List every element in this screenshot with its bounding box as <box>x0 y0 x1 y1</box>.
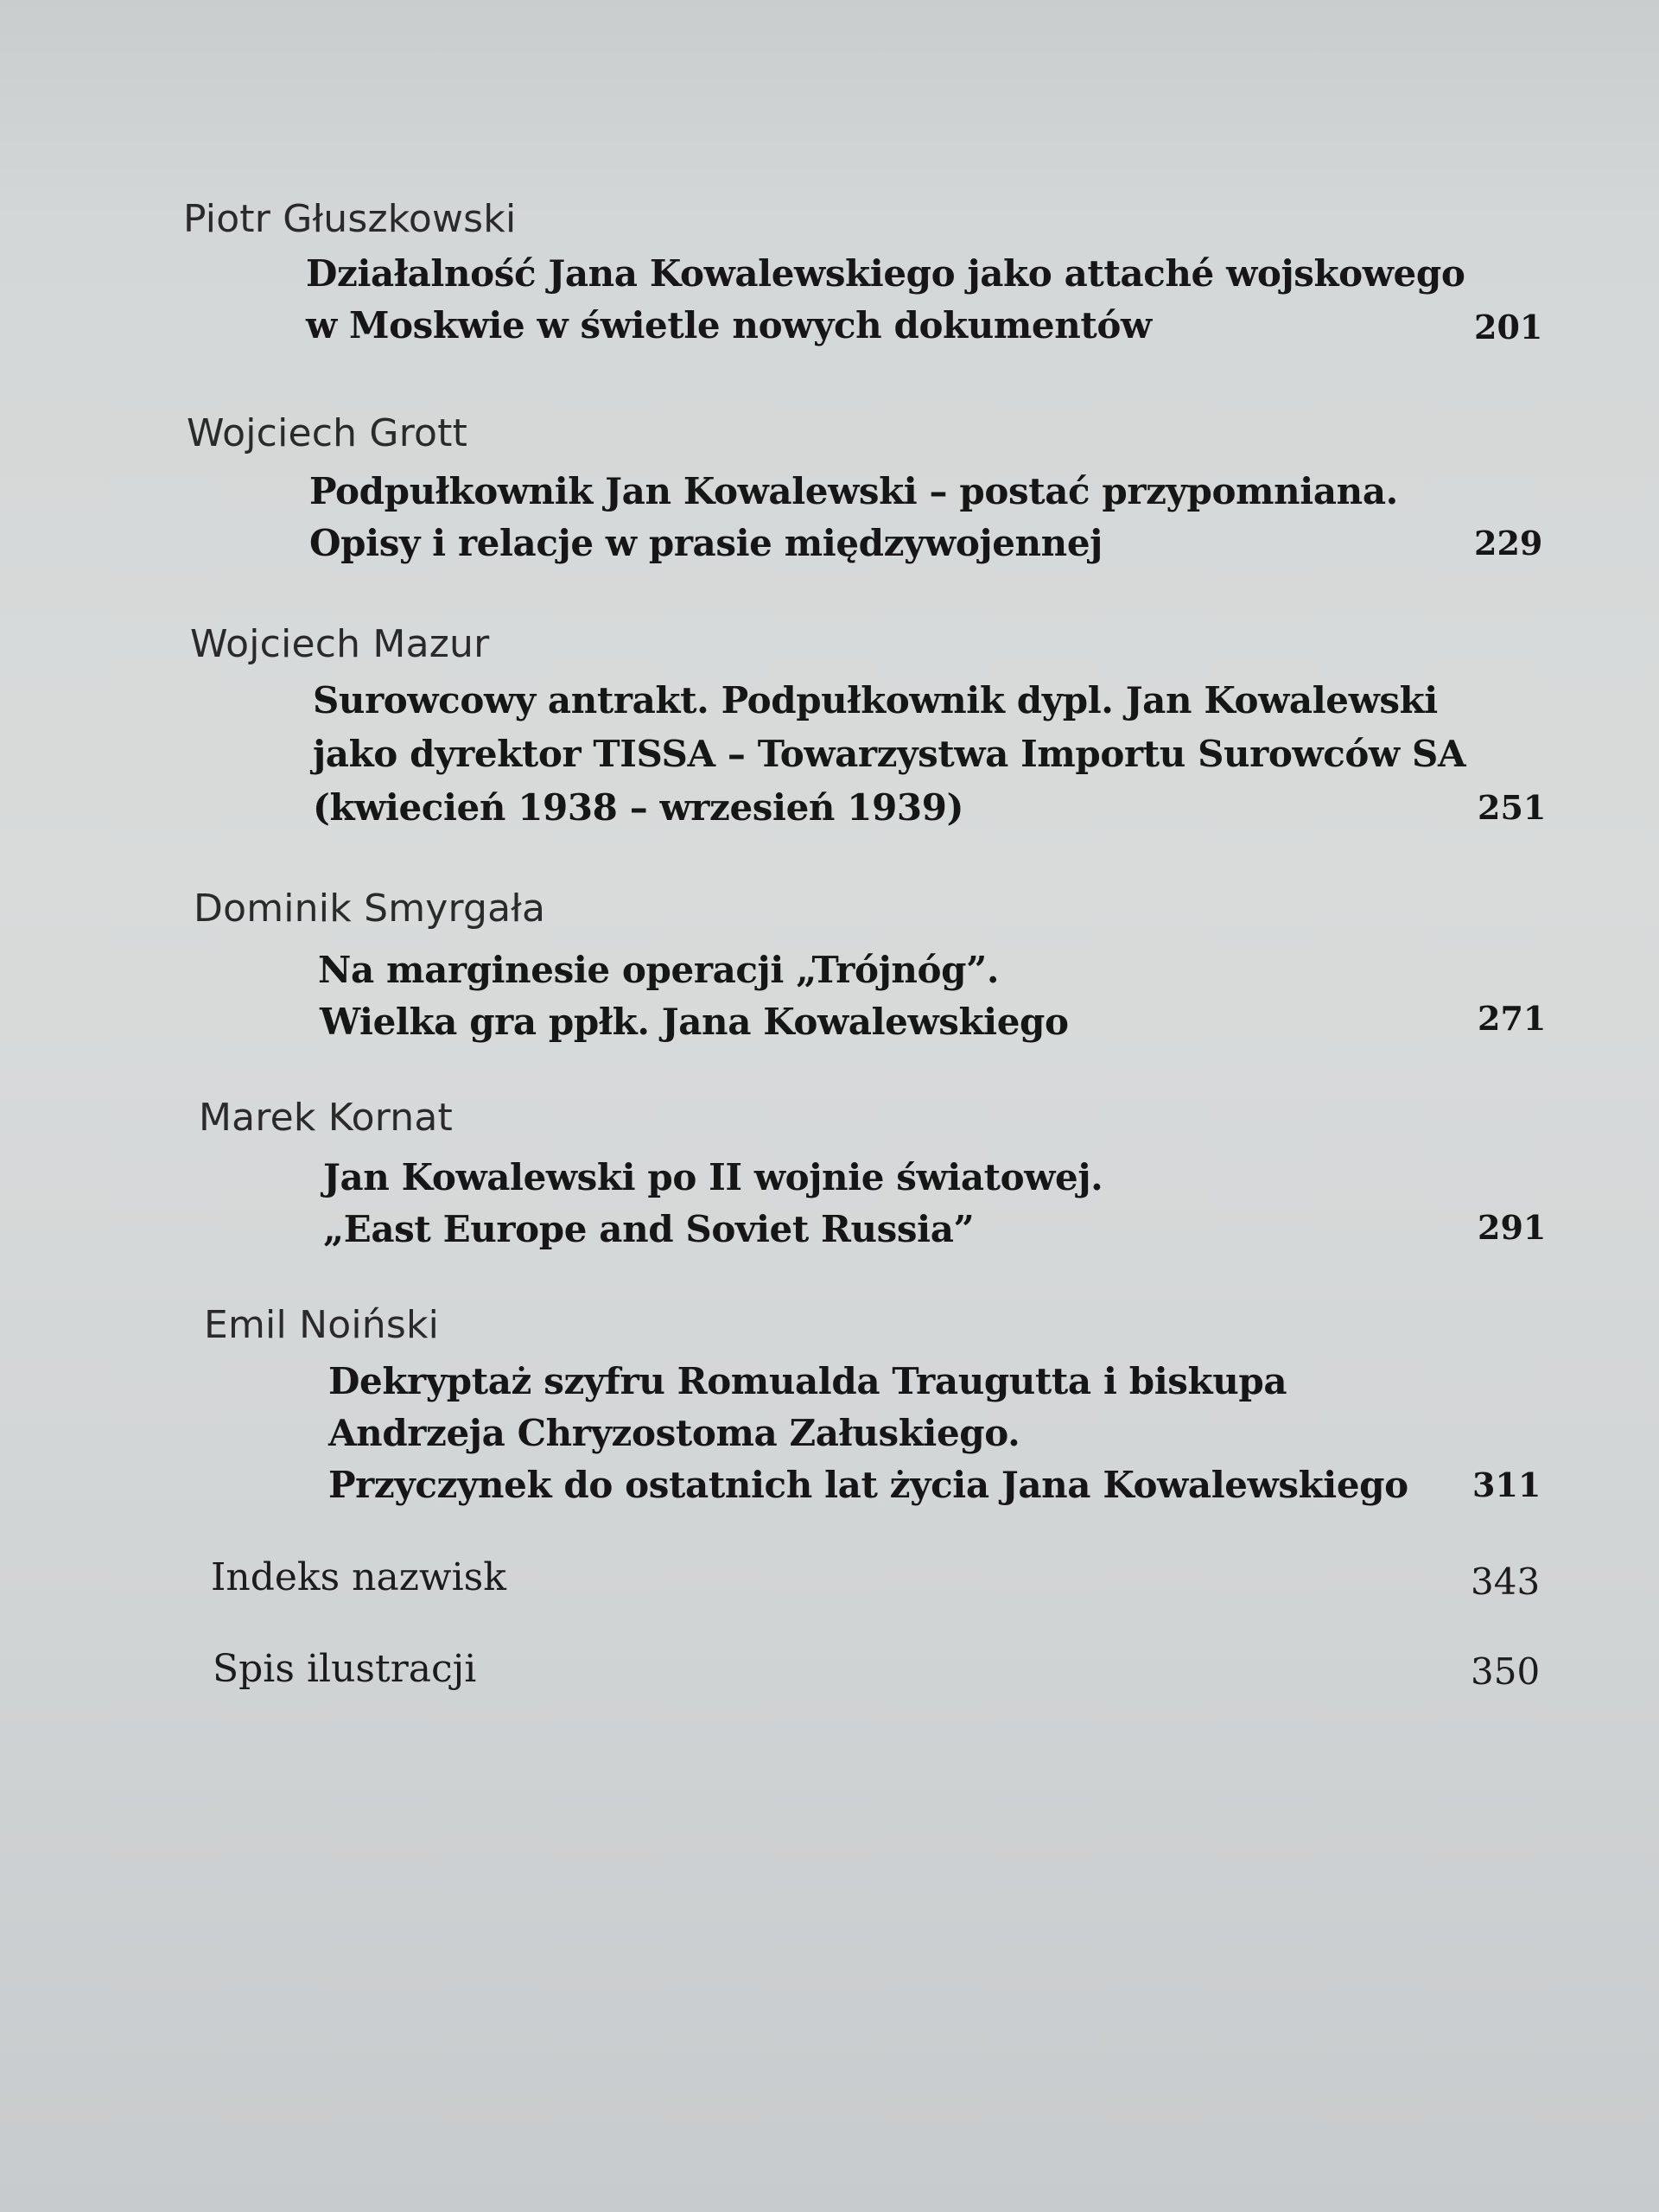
toc-title-line: Jan Kowalewski po II wojnie światowej. <box>323 1156 1103 1198</box>
toc-title-line: Wielka gra ppłk. Jana Kowalewskiego <box>320 1001 1069 1043</box>
toc-title-line: (kwiecień 1938 – wrzesień 1939) <box>313 786 964 829</box>
toc-page-number: 271 <box>1478 999 1547 1038</box>
toc-title-line: Dekryptaż szyfru Romualda Traugutta i biskupa <box>328 1360 1287 1402</box>
toc-title-line: w Moskwie w świetle nowych dokumentów <box>306 304 1152 346</box>
toc-page-number: 229 <box>1474 524 1543 563</box>
toc-author: Emil Noiński <box>204 1303 440 1347</box>
toc-title-line: Opisy i relacje w prasie międzywojennej <box>309 522 1103 564</box>
toc-title-line: Przyczynek do ostatnich lat życia Jana Kowalewskiego <box>328 1464 1408 1506</box>
toc-title-line: „East Europe and Soviet Russia” <box>323 1208 975 1250</box>
toc-title-line: Surowcowy antrakt. Podpułkownik dypl. Jan Kowalewski <box>313 679 1438 721</box>
toc-extra-title: Spis ilustracji <box>213 1647 477 1691</box>
toc-title-line: Podpułkownik Jan Kowalewski – postać przypomniana. <box>309 470 1398 512</box>
toc-page-number: 251 <box>1478 788 1547 827</box>
toc-author: Dominik Smyrgała <box>194 887 546 931</box>
toc-title-line: Działalność Jana Kowalewskiego jako attaché wojskowego <box>306 252 1465 295</box>
toc-title-line: Andrzeja Chryzostoma Załuskiego. <box>328 1412 1020 1454</box>
toc-extra-title: Indeks nazwisk <box>211 1555 506 1599</box>
toc-page-number: 350 <box>1471 1650 1541 1693</box>
toc-author: Wojciech Grott <box>187 411 468 455</box>
toc-page-number: 291 <box>1478 1208 1547 1247</box>
toc-page-number: 201 <box>1474 308 1543 346</box>
toc-title-line: Na marginesie operacji „Trójnóg”. <box>318 949 1000 991</box>
toc-author: Wojciech Mazur <box>190 622 490 666</box>
toc-page-number: 343 <box>1471 1560 1541 1603</box>
toc-title-line: jako dyrektor TISSA – Towarzystwa Importu Surowców SA <box>313 733 1466 775</box>
toc-author: Piotr Głuszkowski <box>183 197 517 241</box>
toc-page-number: 311 <box>1472 1465 1541 1504</box>
toc-author: Marek Kornat <box>199 1096 453 1140</box>
